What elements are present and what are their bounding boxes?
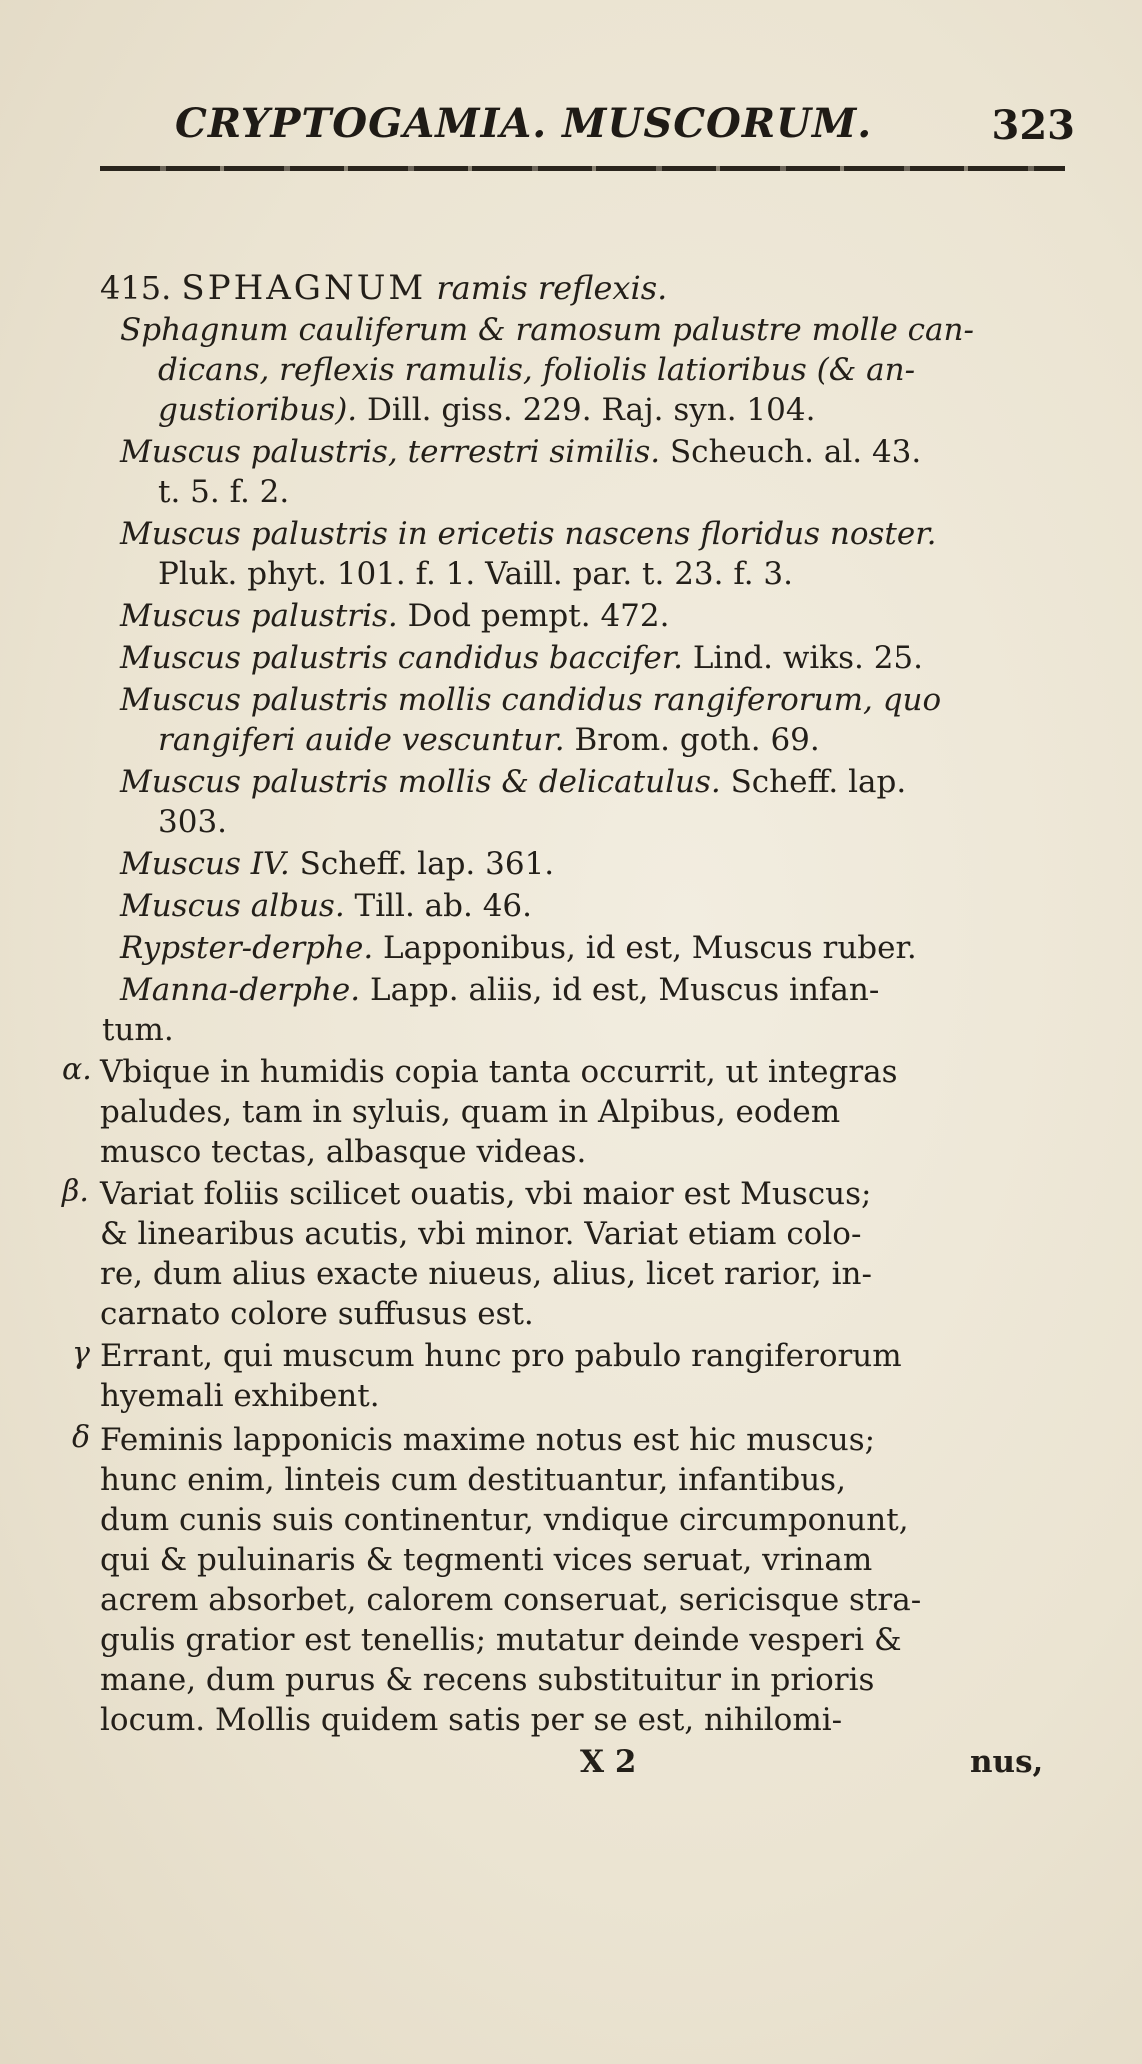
note-marker-alpha: α.: [62, 1052, 92, 1087]
header-rule: [100, 166, 1065, 171]
note-line: Feminis lapponicis maxime notus est hic muscus;: [100, 1422, 876, 1458]
synonym-line: tum.: [102, 1012, 174, 1048]
running-header: [175, 100, 1075, 150]
note-line: dum cunis suis continentur, vndique circumponunt,: [100, 1502, 909, 1538]
note-marker-gamma: γ: [72, 1336, 90, 1371]
diagnosis: ramis reflexis.: [436, 269, 668, 307]
note-line: qui & puluinaris & tegmenti vices seruat, vrinam: [100, 1542, 873, 1578]
synonym-line: gustioribus). Dill. giss. 229. Raj. syn. 104.: [158, 392, 816, 428]
synonym-line: Muscus palustris, terrestri similis. Scheuch. al. 43.: [120, 434, 922, 470]
synonym-line: Muscus palustris in ericetis nascens floridus noster.: [120, 516, 937, 552]
synonym-line: Pluk. phyt. 101. f. 1. Vaill. par. t. 23. f. 3.: [158, 556, 794, 592]
note-line: hyemali exhibent.: [100, 1378, 380, 1414]
note-marker-beta: β.: [62, 1174, 89, 1209]
synonym-line: rangiferi auide vescuntur. Brom. goth. 69.: [158, 722, 820, 758]
note-line: carnato colore suffusus est.: [100, 1296, 534, 1332]
note-line: musco tectas, albasque videas.: [100, 1134, 587, 1170]
signature-mark: X 2: [580, 1744, 637, 1780]
note-line: gulis gratior est tenellis; mutatur deinde vesperi &: [100, 1622, 902, 1658]
note-line: acrem absorbet, calorem conseruat, sericisque stra-: [100, 1582, 922, 1618]
synonym-line: dicans, reflexis ramulis, foliolis latioribus (& an-: [158, 352, 916, 388]
note-line: locum. Mollis quidem satis per se est, nihilomi-: [100, 1702, 843, 1738]
genus-name: SPHAGNUM: [181, 268, 427, 308]
synonym-line: Rypster-derphe. Lapponibus, id est, Muscus ruber.: [120, 930, 917, 966]
synonym-line: Muscus palustris mollis candidus rangiferorum, quo: [120, 682, 942, 718]
synonym-line: 303.: [158, 804, 228, 840]
page-number: 323: [991, 102, 1075, 149]
synonym-line: Muscus albus. Till. ab. 46.: [120, 888, 533, 924]
synonym-line: Muscus palustris. Dod pempt. 472.: [120, 598, 670, 634]
entry-heading: [100, 268, 667, 308]
synonym-line: Muscus palustris mollis & delicatulus. Scheff. lap.: [120, 764, 907, 800]
synonym-line: Sphagnum cauliferum & ramosum palustre molle can-: [120, 312, 974, 348]
note-line: hunc enim, linteis cum destituantur, infantibus,: [100, 1462, 846, 1498]
note-line: re, dum alius exacte niueus, alius, licet rarior, in-: [100, 1256, 872, 1292]
catchword: nus,: [970, 1744, 1044, 1780]
note-line: paludes, tam in syluis, quam in Alpibus, eodem: [100, 1094, 841, 1130]
synonym-line: t. 5. f. 2.: [158, 474, 290, 510]
note-line: mane, dum purus & recens substituitur in prioris: [100, 1662, 875, 1698]
note-line: & linearibus acutis, vbi minor. Variat etiam colo-: [100, 1216, 862, 1252]
synonym-line: Muscus IV. Scheff. lap. 361.: [120, 846, 555, 882]
synonym-line: Muscus palustris candidus baccifer. Lind. wiks. 25.: [120, 640, 923, 676]
entry-number: 415.: [100, 269, 172, 307]
note-line: Errant, qui muscum hunc pro pabulo rangiferorum: [100, 1338, 902, 1374]
note-marker-delta: δ: [72, 1420, 91, 1455]
note-line: Variat foliis scilicet ouatis, vbi maior est Muscus;: [100, 1176, 872, 1212]
note-line: Vbique in humidis copia tanta occurrit, ut integras: [100, 1054, 898, 1090]
synonym-line: Manna-derphe. Lapp. aliis, id est, Muscus infan-: [120, 972, 880, 1008]
running-title: CRYPTOGAMIA. MUSCORUM.: [175, 100, 873, 147]
